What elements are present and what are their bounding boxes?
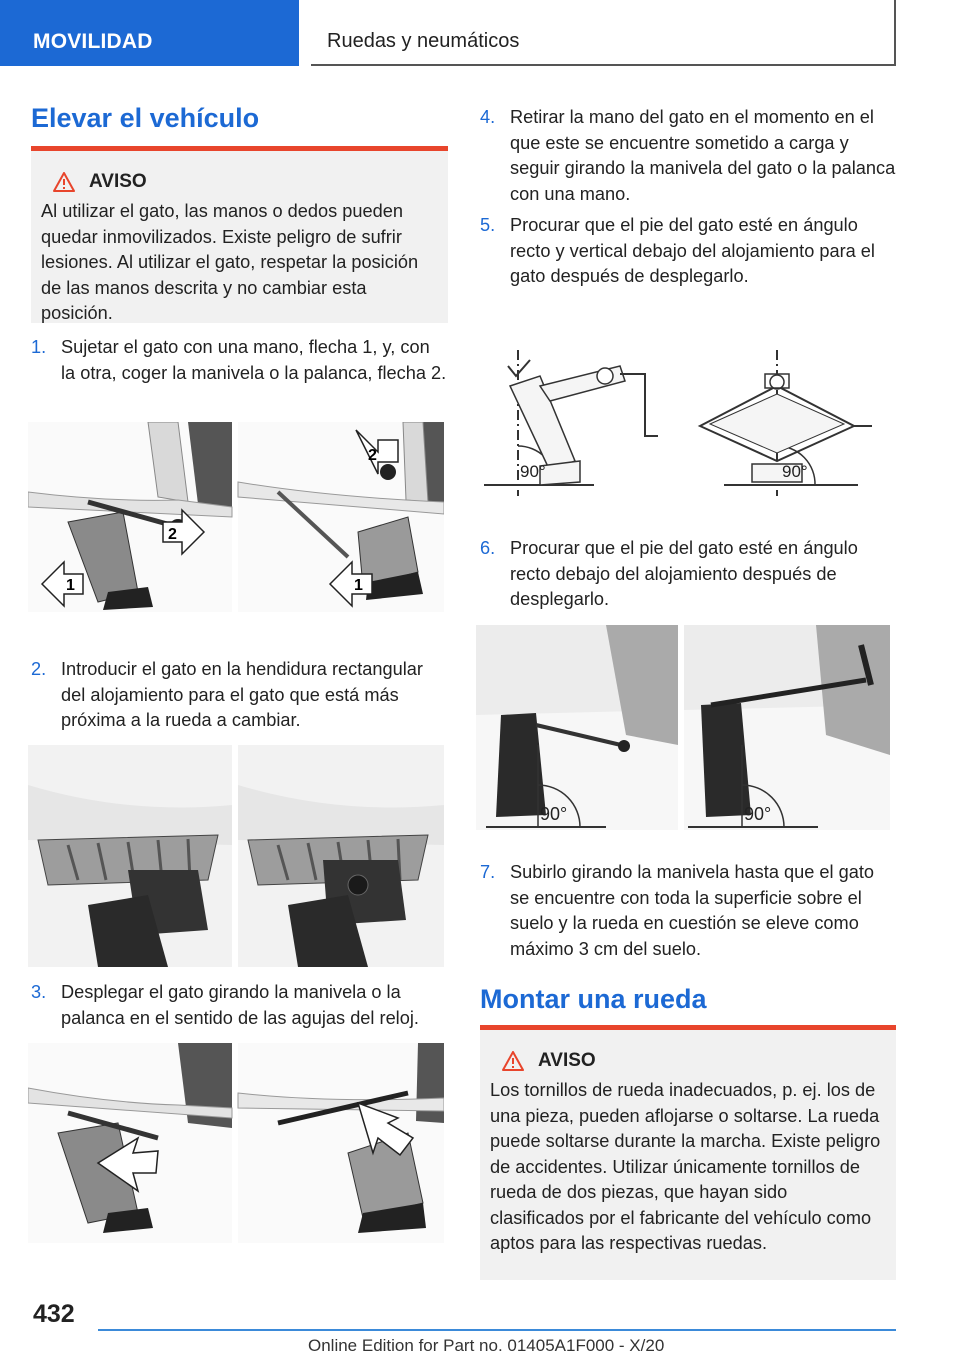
arrow-label: 1 (354, 577, 363, 594)
section-title: MOVILIDAD (0, 0, 299, 66)
step-text: Procurar que el pie del gato esté en ángulo recto debajo del alojamiento después de desplegarlo. (510, 538, 858, 609)
warning-text: Los tornillos de rueda inadecuados, p. ej. los de una pieza, pueden aflojarse o soltarse. La rueda puede soltarse durante la marcha. Existe peligro de accidentes. Utilizar únicamente tornillos de rueda de dos piezas, que hayan sido clasificados por el fabricante del vehículo como aptos para las respectivas ruedas. (490, 1080, 881, 1253)
step-5 (480, 213, 896, 290)
angle-label: 90° (520, 462, 546, 481)
step-number: 4. (480, 107, 496, 127)
figure-hold-jack (28, 422, 444, 612)
figure-jack-under-car (476, 625, 890, 830)
step-number: 3. (31, 982, 47, 1002)
edition-text: Online Edition for Part no. 01405A1F000 - X/20 (308, 1336, 665, 1355)
figure-jack-angle-diagram (480, 346, 876, 498)
arrow-label: 2 (168, 526, 177, 543)
step-number: 6. (480, 538, 496, 558)
step-4 (480, 105, 896, 207)
heading-montar: Montar una rueda (480, 984, 707, 1014)
warning-title: AVISO (89, 171, 147, 192)
warning-text: Al utilizar el gato, las manos o dedos pueden quedar inmovilizados. Existe peligro de sufrir lesiones. Al utilizar el gato, respetar la posición de las manos descrita y no cambiar esta posición. (41, 201, 419, 323)
warning-box (480, 1030, 896, 1280)
step-7 (480, 860, 896, 962)
step-number: 1. (31, 337, 47, 357)
step-text: Sujetar el gato con una mano, flecha 1, y, con la otra, coger la manivela o la palanca, flecha 2. (61, 337, 447, 383)
footer-rule (98, 1329, 896, 1331)
page-header (0, 0, 960, 66)
step-3 (31, 980, 448, 1031)
warning-title: AVISO (538, 1050, 596, 1071)
warning-box (31, 151, 448, 323)
step-2 (31, 657, 448, 734)
angle-label: 90° (782, 462, 808, 481)
heading-elevar: Elevar el vehículo (31, 103, 260, 133)
figure-unfold-jack (28, 1043, 444, 1243)
step-number: 5. (480, 215, 496, 235)
step-text: Introducir el gato en la hendidura rectangular del alojamiento para el gato que está más próxima a la rueda a cambiar. (61, 659, 423, 730)
step-text: Desplegar el gato girando la manivela o la palanca en el sentido de las agujas del reloj. (61, 982, 419, 1028)
chapter-title: Ruedas y neumáticos (311, 0, 896, 66)
step-text: Procurar que el pie del gato esté en ángulo recto y vertical debajo del alojamiento para el gato después de desplegarlo. (510, 215, 875, 286)
step-number: 2. (31, 659, 47, 679)
figure-jack-slot (28, 745, 444, 967)
step-text: Retirar la mano del gato en el momento en el que este se encuentre sometido a carga y seguir girando la manivela del gato o la palanca con una mano. (510, 107, 896, 204)
warning-icon (502, 1051, 524, 1071)
arrow-label: 1 (66, 577, 75, 594)
angle-label: 90° (540, 804, 568, 824)
warning-icon (53, 172, 75, 192)
angle-label: 90° (744, 804, 772, 824)
step-text: Subirlo girando la manivela hasta que el gato se encuentre con toda la superficie sobre el suelo y la rueda en cuestión se eleve como máximo 3 cm del suelo. (510, 862, 874, 959)
step-1 (31, 335, 448, 386)
step-number: 7. (480, 862, 496, 882)
page-number: 432 (33, 1300, 75, 1328)
arrow-label: 2 (368, 447, 377, 464)
step-6 (480, 536, 896, 613)
